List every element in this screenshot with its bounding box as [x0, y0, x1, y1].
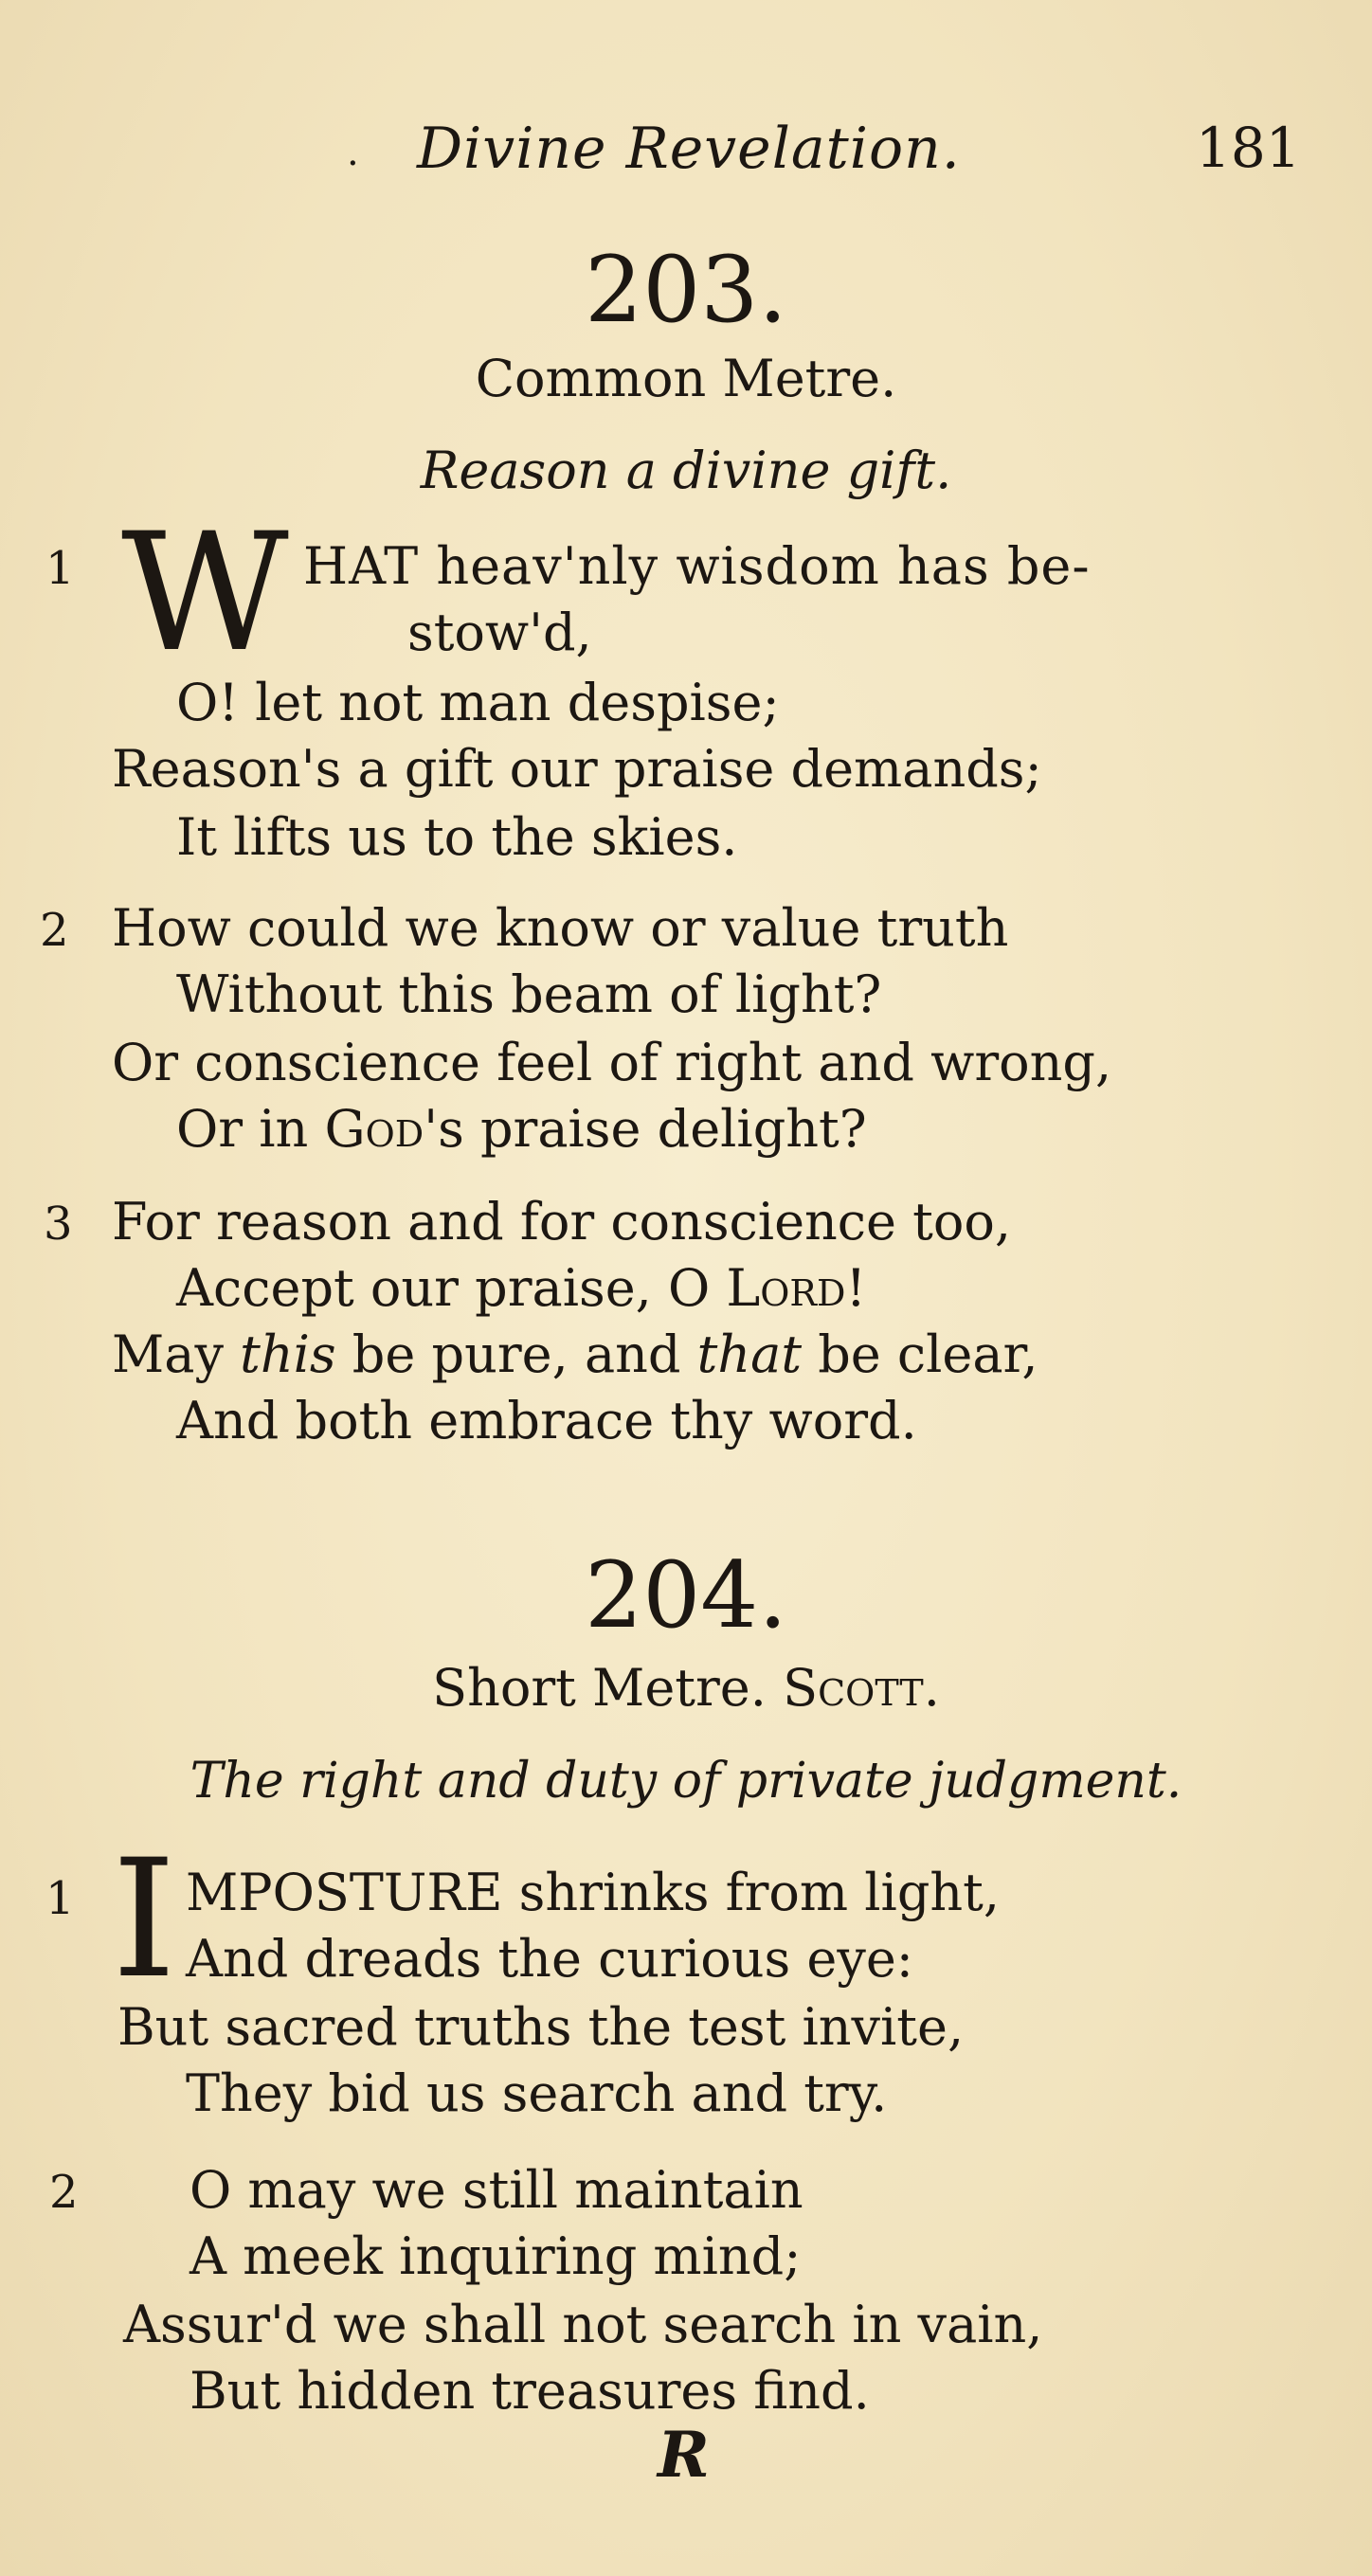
verse-line: For reason and for conscience too, — [112, 1192, 1012, 1252]
hymn-203-metre: Common Metre. — [475, 349, 897, 408]
hymn-203-subtitle: Reason a divine gift. — [420, 441, 952, 500]
verse-line: stow'd, — [407, 603, 592, 662]
verse-line: O! let not man despise; — [176, 673, 780, 732]
running-title: Divine Revelation. — [417, 116, 961, 182]
verse-line: But sacred truths the test invite, — [117, 1997, 965, 2057]
verse-line: And both embrace thy word. — [176, 1391, 917, 1450]
verse-line: Accept our praise, O Lord! — [176, 1258, 867, 1318]
verse-number: 2 — [49, 2166, 79, 2219]
verse-line: HAT heav'nly wisdom has be- — [303, 536, 1091, 596]
hymn-number-204: 204. — [585, 1542, 787, 1648]
verse-line: Or in God's praise delight? — [176, 1099, 867, 1159]
drop-cap: W — [121, 497, 289, 688]
hymn-number-203: 203. — [585, 237, 787, 343]
verse-number: 1 — [45, 1872, 75, 1925]
verse-line: It lifts us to the skies. — [176, 807, 738, 867]
verse-number: 1 — [45, 542, 75, 595]
verse-line: And dreads the curious eye: — [186, 1929, 913, 1989]
signature-mark: R — [658, 2418, 710, 2492]
verse-line: May this be pure, and that be clear, — [112, 1324, 1038, 1384]
verse-line: Or conscience feel of right and wrong, — [112, 1033, 1112, 1092]
verse-line: O may we still maintain — [190, 2160, 803, 2220]
verse-number: 3 — [44, 1198, 73, 1251]
page-number: 181 — [1196, 116, 1301, 180]
hymn-204-metre: Short Metre. Scott. — [432, 1658, 940, 1718]
hymn-204-subtitle: The right and duty of private judgment. — [190, 1753, 1182, 1810]
drop-cap: I — [112, 1824, 176, 2014]
verse-line: But hidden treasures find. — [190, 2361, 870, 2421]
verse-line: Reason's a gift our praise demands; — [112, 739, 1042, 799]
verse-line: A meek inquiring mind; — [190, 2226, 802, 2286]
verse-line: MPOSTURE shrinks from light, — [186, 1863, 1001, 1922]
header-dot: . — [347, 131, 359, 174]
verse-number: 2 — [40, 904, 69, 957]
verse-line: Without this beam of light? — [176, 964, 882, 1024]
verse-line: How could we know or value truth — [112, 898, 1009, 958]
verse-line: They bid us search and try. — [186, 2063, 888, 2123]
verse-line: Assur'd we shall not search in vain, — [123, 2295, 1043, 2354]
